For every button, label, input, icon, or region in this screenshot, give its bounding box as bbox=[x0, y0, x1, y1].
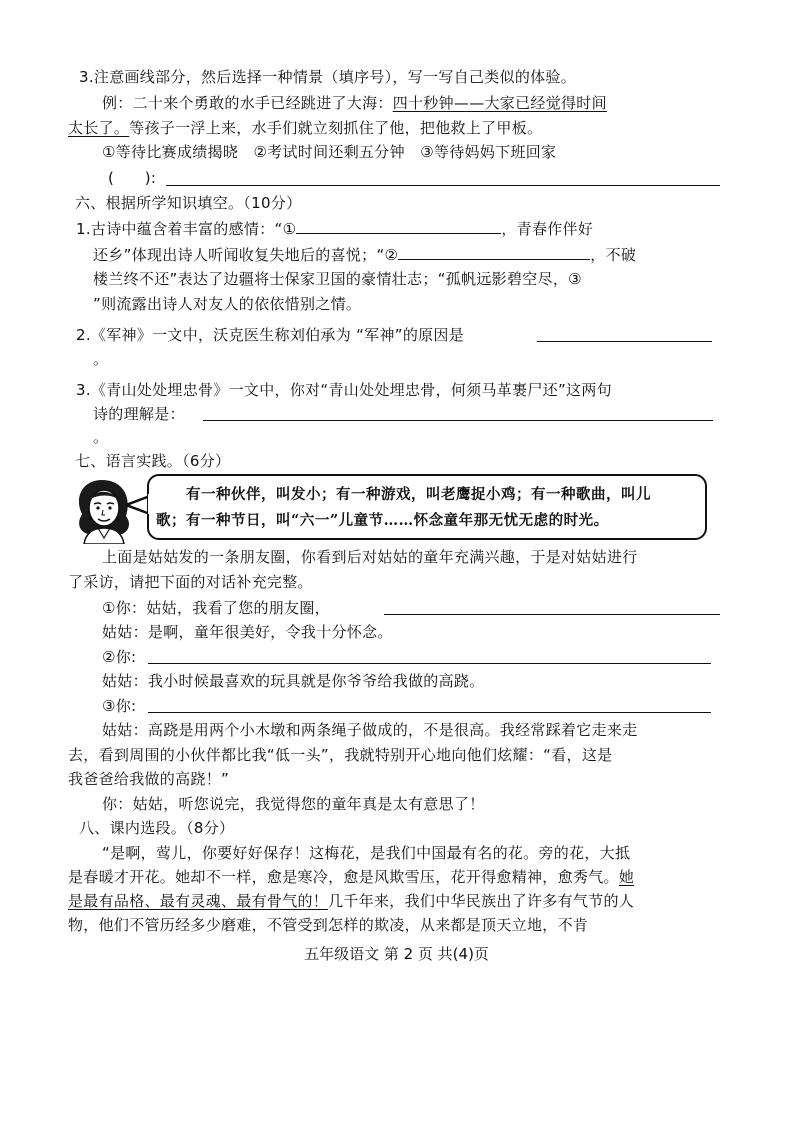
q3-example-line2 bbox=[68, 117, 542, 139]
dialog-7: 你：姑姑，听您说完，我觉得您的童年真是太有意思了！ bbox=[102, 795, 485, 813]
s7-intro-line1: 上面是姑姑发的一条朋友圈，你看到后对姑姑的童年充满兴趣，于是对姑姑进行 bbox=[102, 548, 638, 566]
section7-heading: 七、语言实践。（6分） bbox=[75, 452, 231, 470]
dialog-3: ②你: bbox=[102, 648, 137, 666]
q3-answer-prefix: ( ): bbox=[108, 169, 157, 187]
s6-q1-line2 bbox=[93, 243, 636, 266]
q3-answer-line[interactable] bbox=[166, 185, 720, 186]
q3-example-pre: 例：二十来个勇敢的水手已经跳进了大海： bbox=[102, 94, 393, 112]
s7-intro-line2: 了采访，请把下面的对话补充完整。 bbox=[68, 573, 313, 591]
s6-q3-line2: 诗的理解是： bbox=[93, 405, 185, 423]
s8-line3-underlined: 是最有品格、最有灵魂、最有骨气的！ bbox=[68, 892, 329, 910]
s6-q3-end: 。 bbox=[93, 428, 109, 446]
s8-line3 bbox=[68, 890, 634, 912]
s8-line2-a: 是春暖才开花。她却不一样，愈是寒冷，愈是风欺雪压，花开得愈精神，愈秀气。 bbox=[68, 868, 619, 886]
dialog-6-line2: 去，看到周围的小伙伴都比我“低一头”，我就特别开心地向他们炫耀：“看，这是 bbox=[68, 746, 613, 764]
dialog-5-answer-line[interactable] bbox=[148, 712, 711, 713]
speech-bubble-tail-mask bbox=[148, 478, 154, 534]
s6-q1-line1-b: ，青春作伴好 bbox=[501, 220, 594, 238]
s6-q1-line4: ”则流露出诗人对友人的依依惜别之情。 bbox=[93, 295, 362, 313]
s6-q3-line1: 3.《青山处处埋忠骨》一文中，你对“青山处处埋忠骨，何须马革裹尸还”这两句 bbox=[76, 381, 612, 399]
s8-line4: 物，他们不管历经多少磨难，不管受到怎样的欺凌，从来都是顶天立地，不肯 bbox=[68, 916, 589, 934]
s6-q1-line2-a: 还乡”体现出诗人听闻收复失地后的喜悦；“② bbox=[93, 246, 399, 264]
dialog-1: ①你：姑姑，我看了您的朋友圈， bbox=[102, 599, 330, 617]
s8-line2-underlined: 她 bbox=[618, 868, 635, 886]
section8-heading: 八、课内选段。（8分） bbox=[79, 819, 235, 837]
bubble-line1: 有一种伙伴，叫发小；有一种游戏，叫老鹰捉小鸡；有一种歌曲，叫儿 bbox=[186, 486, 651, 503]
s6-q2-line1: 2.《军神》一文中，沃克医生称刘伯承为 “军神”的原因是 bbox=[76, 326, 465, 344]
s8-line1: “是啊，莺儿，你要好好保存！这梅花，是我们中国最有名的花。旁的花，大抵 bbox=[102, 844, 631, 862]
q3-example-rest: 等孩子一浮上来，水手们就立刻抓住了他，把他救上了甲板。 bbox=[129, 119, 543, 137]
bubble-line2: 歌；有一种节日，叫“六一”儿童节……怀念童年那无忧无虑的时光。 bbox=[156, 512, 609, 529]
section6-heading: 六、根据所学知识填空。（10分） bbox=[75, 194, 302, 212]
s6-q1-blank2[interactable] bbox=[398, 243, 590, 260]
s6-q2-end: 。 bbox=[93, 350, 109, 368]
dialog-1-answer-line[interactable] bbox=[384, 614, 720, 615]
s8-line2 bbox=[68, 866, 634, 888]
page-footer: 五年级语文 第 2 页 共(4)页 bbox=[304, 945, 489, 963]
s6-q1-line1-a: 1.古诗中蕴含着丰富的感情：“① bbox=[76, 220, 297, 238]
q3-example-underlined-1: 四十秒钟——大家已经觉得时间 bbox=[392, 94, 607, 112]
dialog-2: 姑姑：是啊，童年很美好，令我十分怀念。 bbox=[102, 623, 393, 641]
dialog-6-line1: 姑姑：高跷是用两个小木墩和两条绳子做成的，不是很高。我经常踩着它走来走 bbox=[102, 721, 638, 739]
s8-line3-b: 几千年来，我们中华民族出了许多有气节的人 bbox=[328, 892, 635, 910]
q3-example-line1 bbox=[102, 92, 607, 114]
q3-example-underlined-2: 太长了。 bbox=[68, 119, 130, 137]
s6-q1-blank1[interactable] bbox=[296, 217, 501, 234]
s6-q1-line1 bbox=[76, 217, 593, 240]
s6-q1-line2-b: ，不破 bbox=[590, 246, 637, 264]
q3-options: ①等待比赛成绩揭晓 ②考试时间还剩五分钟 ③等待妈妈下班回家 bbox=[102, 143, 557, 161]
dialog-3-answer-line[interactable] bbox=[148, 663, 711, 664]
s6-q1-line3: 楼兰终不还”表达了边疆将士保家卫国的豪情壮志；“孤帆远影碧空尽，③ bbox=[93, 270, 582, 288]
dialog-6-line3: 我爸爸给我做的高跷！” bbox=[68, 770, 230, 788]
q3-title: 3.注意画线部分，然后选择一种情景（填序号），写一写自己类似的体验。 bbox=[79, 68, 577, 86]
dialog-5: ③你: bbox=[102, 697, 137, 715]
s6-q3-answer-line[interactable] bbox=[203, 420, 713, 421]
s6-q2-answer-line[interactable] bbox=[537, 341, 712, 342]
dialog-4: 姑姑：我小时候最喜欢的玩具就是你爷爷给我做的高跷。 bbox=[102, 672, 485, 690]
